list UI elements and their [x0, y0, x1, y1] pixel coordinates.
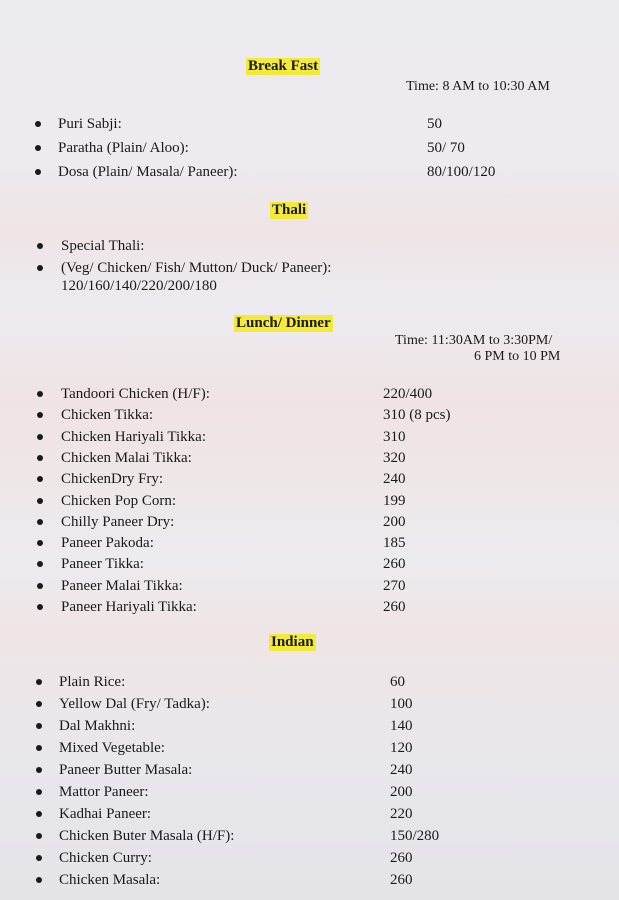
thali-heading: Thali — [272, 202, 307, 218]
bullet — [35, 121, 41, 127]
list-item — [0, 533, 619, 553]
item-price: 260 — [390, 850, 413, 866]
list-item — [0, 405, 619, 425]
list-item — [0, 554, 619, 574]
item-name: Paneer Tikka: — [61, 556, 144, 573]
bullet — [37, 391, 43, 397]
bullet — [37, 604, 43, 610]
item-name: Plain Rice: — [59, 674, 126, 690]
item-name: Mattor Paneer: — [59, 784, 149, 800]
item-name: Paneer Hariyali Tikka: — [61, 599, 197, 615]
bullet — [37, 243, 43, 249]
list-item — [0, 236, 619, 256]
item-price: 260 — [390, 872, 413, 888]
list-item — [0, 760, 619, 780]
item-name: Dal Makhni: — [59, 718, 136, 734]
item-name: Mixed Vegetable: — [59, 740, 165, 756]
item-price: 200 — [390, 784, 413, 800]
item-name: Tandoori Chicken (H/F): — [61, 386, 210, 402]
list-item — [0, 448, 619, 468]
bullet — [37, 434, 43, 440]
item-name: Paneer Malai Tikka: — [61, 577, 183, 594]
list-item — [0, 848, 619, 868]
item-price: 260 — [383, 556, 406, 573]
item-name: Paratha (Plain/ Aloo): — [58, 140, 189, 156]
item-name: Dosa (Plain/ Masala/ Paneer): — [58, 164, 238, 180]
item-price: 140 — [390, 718, 413, 734]
item-price: 220/400 — [383, 386, 433, 402]
bullet — [36, 833, 42, 839]
list-item — [0, 738, 619, 758]
item-name: Puri Sabji: — [58, 116, 122, 132]
bullet — [37, 412, 43, 418]
item-price: 80/100/120 — [427, 164, 496, 180]
bullet — [37, 583, 43, 589]
item-name: Chicken Buter Masala (H/F): — [59, 828, 235, 844]
bullet — [37, 561, 43, 567]
bullet — [36, 767, 42, 773]
list-item — [0, 870, 619, 890]
bullet — [36, 701, 42, 707]
list-item — [0, 114, 619, 134]
bullet — [36, 811, 42, 817]
list-item — [0, 384, 619, 404]
bullet — [37, 498, 43, 504]
item-price: 240 — [383, 471, 406, 488]
item-price: 199 — [383, 492, 406, 509]
item-price: 50 — [427, 116, 442, 132]
item-name: Chicken Pop Corn: — [61, 492, 176, 509]
bullet — [35, 145, 41, 151]
item-price: 60 — [390, 674, 405, 690]
indian-heading: Indian — [271, 634, 314, 650]
bullet — [37, 519, 43, 525]
bullet — [35, 169, 41, 175]
item-price: 200 — [383, 513, 406, 530]
item-price: 50/ 70 — [427, 140, 465, 156]
item-name: Kadhai Paneer: — [59, 806, 152, 822]
lunch-time-line2: 6 PM to 10 PM — [474, 349, 561, 364]
list-item — [0, 597, 619, 617]
item-name: Chicken Malai Tikka: — [61, 449, 192, 466]
lunch-time-line1: Time: 11:30AM to 3:30PM/ — [395, 333, 553, 348]
list-item — [0, 162, 619, 182]
item-name: ChickenDry Fry: — [61, 471, 164, 488]
list-item — [0, 672, 619, 692]
list-item — [0, 427, 619, 447]
item-name: Chilly Paneer Dry: — [61, 513, 175, 530]
breakfast-time: Time: 8 AM to 10:30 AM — [406, 79, 550, 94]
item-price: 220 — [390, 806, 413, 822]
list-item — [0, 512, 619, 532]
item-name: Chicken Tikka: — [61, 407, 154, 424]
item-price: 320 — [383, 449, 406, 466]
bullet — [36, 877, 42, 883]
list-item — [0, 491, 619, 511]
list-item — [0, 258, 619, 278]
bullet — [36, 745, 42, 751]
item-price: 240 — [390, 762, 413, 778]
list-item — [0, 576, 619, 596]
thali-variants: (Veg/ Chicken/ Fish/ Mutton/ Duck/ Paneer): — [61, 260, 332, 276]
breakfast-heading: Break Fast — [248, 58, 319, 74]
list-item — [0, 782, 619, 802]
bullet — [37, 265, 43, 271]
bullet — [36, 789, 42, 795]
lunch-heading: Lunch/ Dinner — [236, 315, 331, 331]
item-name: Chicken Curry: — [59, 850, 152, 866]
list-item — [0, 826, 619, 846]
item-price: 120 — [390, 740, 413, 756]
bullet — [36, 855, 42, 861]
item-name: Chicken Masala: — [59, 872, 161, 888]
bullet — [37, 476, 43, 482]
bullet — [36, 723, 42, 729]
item-price: 270 — [383, 577, 406, 594]
item-price: 310 (8 pcs) — [383, 407, 451, 424]
bullet — [36, 679, 42, 685]
bullet — [37, 540, 43, 546]
item-name: Chicken Hariyali Tikka: — [61, 428, 206, 445]
list-item — [0, 716, 619, 736]
item-price: 100 — [390, 696, 413, 712]
item-price: 310 — [383, 428, 406, 445]
list-item — [0, 138, 619, 158]
thali-prices: 120/160/140/220/200/180 — [61, 278, 217, 294]
item-name: Yellow Dal (Fry/ Tadka): — [59, 696, 210, 712]
list-item — [0, 804, 619, 824]
item-price: 185 — [383, 535, 406, 552]
bullet — [37, 455, 43, 461]
item-name: Special Thali: — [61, 238, 145, 254]
item-name: Paneer Pakoda: — [61, 535, 154, 552]
item-price: 150/280 — [390, 828, 440, 844]
list-item — [0, 469, 619, 489]
item-name: Paneer Butter Masala: — [59, 762, 193, 778]
item-price: 260 — [383, 599, 406, 615]
list-item — [0, 694, 619, 714]
